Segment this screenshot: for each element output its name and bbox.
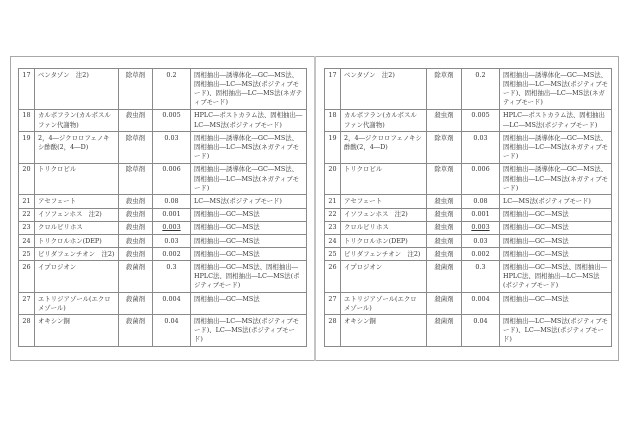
pesticide-category-text: 殺菌剤 xyxy=(125,316,146,325)
table-row xyxy=(19,195,307,208)
pesticide-category xyxy=(119,315,153,347)
analysis-method-text: 固相抽出―GC―MS法 xyxy=(194,249,260,258)
analysis-method xyxy=(500,261,612,293)
pesticide-name xyxy=(35,293,119,315)
pesticide-name-text: カルボフラン(カルボスルファン代謝物) xyxy=(38,111,111,129)
pesticide-name xyxy=(341,221,427,234)
row-number xyxy=(325,109,341,131)
pesticide-name xyxy=(341,293,427,315)
pesticide-name-text: オキシン銅 xyxy=(38,316,70,325)
target-value xyxy=(153,163,191,195)
pesticide-category xyxy=(427,132,462,164)
target-value xyxy=(153,221,191,234)
analysis-method-text: 固相抽出―LC―MS法(ポジティブモード)、LC―MS法(ポジティブモード) xyxy=(503,316,608,344)
analysis-method xyxy=(500,248,612,261)
analysis-method xyxy=(191,208,307,221)
target-value xyxy=(462,293,500,315)
analysis-method xyxy=(500,293,612,315)
target-value xyxy=(462,69,500,110)
analysis-method xyxy=(500,163,612,195)
pesticide-name-text: イソフェンホス 注2) xyxy=(344,210,408,219)
pesticide-category-text: 殺菌剤 xyxy=(434,262,454,271)
row-number-text: 21 xyxy=(328,196,337,205)
row-number xyxy=(325,315,341,347)
row-number xyxy=(325,163,341,195)
target-value-text: 0.004 xyxy=(162,294,181,303)
pesticide-name xyxy=(341,261,427,293)
pesticide-category xyxy=(427,221,462,234)
analysis-method-text: 固相抽出―LC―MS法(ポジティブモード)、LC―MS法(ポジティブモード) xyxy=(194,316,299,344)
row-number xyxy=(19,195,35,208)
analysis-method-text: 固相抽出―GC―MS法、固相抽出―HPLC法、固相抽出―LC―MS法(ポジティブモード) xyxy=(194,262,300,290)
pesticide-name-text: イソフェンホス 注2) xyxy=(38,210,102,219)
pesticide-category xyxy=(427,293,462,315)
target-value xyxy=(153,69,191,110)
pesticide-category-text: 除草剤 xyxy=(125,70,146,79)
table-row xyxy=(19,208,307,221)
pesticide-category xyxy=(119,163,153,195)
analysis-method xyxy=(191,248,307,261)
table-row xyxy=(325,69,612,110)
pesticide-name-text: ベンタゾン 注2) xyxy=(38,70,89,79)
analysis-method xyxy=(191,221,307,234)
table-row xyxy=(325,248,612,261)
row-number xyxy=(325,208,341,221)
table-row xyxy=(325,163,612,195)
row-number-text: 23 xyxy=(328,223,337,232)
pesticide-category xyxy=(427,69,462,110)
analysis-method-text: 固相抽出―GC―MS法 xyxy=(194,294,260,303)
table-row xyxy=(19,109,307,131)
pesticide-category xyxy=(427,248,462,261)
row-number-text: 19 xyxy=(328,133,337,142)
pesticide-name-text: アセフェート xyxy=(38,196,76,205)
table-row xyxy=(325,261,612,293)
analysis-method xyxy=(191,293,307,315)
pesticide-name xyxy=(35,163,119,195)
pesticide-name xyxy=(341,208,427,221)
pesticide-name-text: オキシン銅 xyxy=(344,316,376,325)
pesticide-name xyxy=(35,248,119,261)
analysis-method xyxy=(191,69,307,110)
pesticide-category xyxy=(119,221,153,234)
analysis-method xyxy=(191,163,307,195)
pesticide-name xyxy=(35,235,119,248)
target-value-text: 0.006 xyxy=(471,165,490,174)
row-number-text: 24 xyxy=(328,236,337,245)
analysis-method xyxy=(191,109,307,131)
target-value-text: 0.005 xyxy=(471,111,490,120)
target-value xyxy=(462,261,500,293)
pesticide-name xyxy=(341,195,427,208)
row-number-text: 26 xyxy=(328,262,337,271)
pesticide-category xyxy=(427,109,462,131)
pesticide-name-text: 2，4―ジクロロフェノキシ酢酸(2，4―D) xyxy=(38,133,110,151)
row-number xyxy=(325,69,341,110)
target-value xyxy=(153,109,191,131)
pesticide-category xyxy=(119,261,153,293)
pesticide-category-text: 殺虫剤 xyxy=(125,210,146,219)
pesticide-category-text: 除草剤 xyxy=(125,133,146,142)
pesticide-name-text: トリクロピル xyxy=(38,165,77,174)
row-number-text: 22 xyxy=(22,210,31,219)
row-number xyxy=(325,248,341,261)
analysis-method xyxy=(191,261,307,293)
target-value-text: 0.04 xyxy=(164,316,179,325)
row-number xyxy=(19,109,35,131)
pesticide-name xyxy=(35,69,119,110)
table-row xyxy=(19,132,307,164)
target-value-text: 0.001 xyxy=(471,210,490,219)
table-row xyxy=(19,315,307,347)
pesticide-name xyxy=(35,221,119,234)
analysis-method xyxy=(191,132,307,164)
pesticide-category xyxy=(119,109,153,131)
table-row xyxy=(19,221,307,234)
row-number-text: 19 xyxy=(22,133,31,142)
target-value-text: 0.005 xyxy=(162,111,181,120)
target-value-text: 0.2 xyxy=(166,70,177,79)
row-number xyxy=(325,235,341,248)
target-value-text: 0.003 xyxy=(162,223,181,232)
pesticide-category xyxy=(119,235,153,248)
row-number xyxy=(19,248,35,261)
analysis-method-text: 固相抽出―GC―MS法 xyxy=(503,236,569,245)
pesticide-name-text: イプロジオン xyxy=(344,262,383,271)
analysis-method-text: 固相抽出―GC―MS法、固相抽出―HPLC法、固相抽出―LC―MS法(ポジティブモード) xyxy=(503,262,607,290)
row-number-text: 23 xyxy=(22,223,31,232)
pesticide-name xyxy=(35,195,119,208)
table-row xyxy=(325,208,612,221)
row-number xyxy=(19,132,35,164)
row-number-text: 28 xyxy=(328,316,337,325)
table-row xyxy=(325,315,612,347)
pesticide-name-text: アセフェート xyxy=(344,196,382,205)
target-value xyxy=(153,293,191,315)
target-value xyxy=(462,132,500,164)
pesticide-name xyxy=(35,261,119,293)
page-divider xyxy=(314,56,316,361)
analysis-method xyxy=(191,195,307,208)
pesticide-category-text: 殺虫剤 xyxy=(125,249,146,258)
row-number xyxy=(19,315,35,347)
pesticide-category-text: 殺虫剤 xyxy=(125,236,146,245)
row-number-text: 17 xyxy=(22,70,31,79)
pesticide-category-text: 殺菌剤 xyxy=(434,294,454,303)
table-row xyxy=(19,163,307,195)
target-value-text: 0.03 xyxy=(164,236,179,245)
target-value xyxy=(153,235,191,248)
analysis-method-text: HPLC―ポストカラム法、固相抽出―LC―MS法(ポジティブモード) xyxy=(194,111,303,129)
table-row xyxy=(325,132,612,164)
target-value-text: 0.03 xyxy=(473,236,488,245)
pesticide-category xyxy=(119,208,153,221)
pesticide-name xyxy=(35,109,119,131)
row-number-text: 24 xyxy=(22,236,31,245)
pesticide-category xyxy=(427,163,462,195)
analysis-method xyxy=(191,235,307,248)
pesticide-category-text: 除草剤 xyxy=(434,165,454,174)
row-number xyxy=(19,261,35,293)
row-number xyxy=(19,163,35,195)
analysis-method xyxy=(500,315,612,347)
pesticide-category-text: 殺虫剤 xyxy=(434,249,454,258)
pesticide-name-text: イプロジオン xyxy=(38,262,77,271)
pesticide-name xyxy=(341,235,427,248)
target-value-text: 0.003 xyxy=(471,223,490,232)
analysis-method xyxy=(500,221,612,234)
pesticide-category xyxy=(427,235,462,248)
row-number-text: 26 xyxy=(22,262,31,271)
row-number-text: 27 xyxy=(22,294,31,303)
pesticide-category xyxy=(119,132,153,164)
target-value-text: 0.004 xyxy=(471,294,490,303)
analysis-method-text: 固相抽出―GC―MS法 xyxy=(503,249,569,258)
pesticide-name xyxy=(35,132,119,164)
pesticide-name-text: エトリジアゾール(エクロメゾール) xyxy=(344,294,417,312)
pesticide-name-text: 2，4―ジクロロフェノキシ酢酸(2，4―D) xyxy=(344,133,422,151)
analysis-method-text: 固相抽出―誘導体化―GC―MS法、固相抽出―LC―MS法(ポジティブモード)、固相抽出―LC―MS法(ネガティブモード) xyxy=(194,70,303,107)
analysis-method-text: 固相抽出―GC―MS法 xyxy=(503,294,569,303)
row-number xyxy=(19,235,35,248)
target-value-text: 0.002 xyxy=(471,249,490,258)
target-value xyxy=(153,132,191,164)
row-number-text: 22 xyxy=(328,210,337,219)
analysis-method xyxy=(191,315,307,347)
analysis-method xyxy=(500,132,612,164)
pesticide-name-text: ピリダフェンチオン 注2) xyxy=(38,249,115,258)
table-row xyxy=(325,109,612,131)
table-row xyxy=(19,261,307,293)
pesticide-category xyxy=(119,293,153,315)
analysis-method-text: LC―MS法(ポジティブモード) xyxy=(503,196,591,205)
analysis-method xyxy=(500,235,612,248)
analysis-method-text: 固相抽出―GC―MS法 xyxy=(503,223,569,232)
pesticide-category-text: 殺虫剤 xyxy=(434,111,454,120)
pesticide-category xyxy=(427,195,462,208)
table-row xyxy=(325,235,612,248)
pesticide-name xyxy=(341,315,427,347)
analysis-method-text: 固相抽出―誘導体化―GC―MS法、固相抽出―LC―MS法(ネガティブモード) xyxy=(503,133,608,161)
pesticide-name-text: ベンタゾン 注2) xyxy=(344,70,395,79)
pesticide-name-text: カルボフラン(カルボスルファン代謝物) xyxy=(344,111,417,129)
row-number-text: 18 xyxy=(22,111,31,120)
target-value xyxy=(462,195,500,208)
pesticide-category-text: 除草剤 xyxy=(434,70,454,79)
table-row xyxy=(19,69,307,110)
target-value xyxy=(462,235,500,248)
pesticide-category-text: 殺菌剤 xyxy=(434,316,454,325)
target-value-text: 0.08 xyxy=(164,196,179,205)
analysis-method-text: 固相抽出―誘導体化―GC―MS法、固相抽出―LC―MS法(ポジティブモード)、固相抽出―LC―MS法(ネガティブモード) xyxy=(503,70,608,107)
pesticide-name xyxy=(341,69,427,110)
table-row xyxy=(19,293,307,315)
pesticide-category xyxy=(427,261,462,293)
analysis-method-text: 固相抽出―誘導体化―GC―MS法、固相抽出―LC―MS法(ネガティブモード) xyxy=(194,165,299,192)
analysis-method-text: 固相抽出―誘導体化―GC―MS法、固相抽出―LC―MS法(ネガティブモード) xyxy=(503,165,608,192)
row-number-text: 21 xyxy=(22,196,31,205)
pesticide-category xyxy=(427,208,462,221)
target-value xyxy=(462,109,500,131)
pesticide-category-text: 殺菌剤 xyxy=(125,294,146,303)
target-value-text: 0.2 xyxy=(475,70,486,79)
pesticide-name xyxy=(341,109,427,131)
row-number-text: 20 xyxy=(22,165,31,174)
analysis-method-text: 固相抽出―GC―MS法 xyxy=(194,236,260,245)
pesticide-name-text: エトリジアゾール(エクロメゾール) xyxy=(38,294,111,312)
pesticide-name-text: ピリダフェンチオン 注2) xyxy=(344,249,421,258)
row-number-text: 27 xyxy=(328,294,337,303)
analysis-method-text: 固相抽出―GC―MS法 xyxy=(194,210,260,219)
pesticide-name xyxy=(341,163,427,195)
target-value xyxy=(153,195,191,208)
analysis-method xyxy=(500,195,612,208)
pesticide-category-text: 殺虫剤 xyxy=(125,111,146,120)
target-value xyxy=(153,315,191,347)
pesticide-category-text: 殺虫剤 xyxy=(434,196,454,205)
row-number xyxy=(325,293,341,315)
target-value xyxy=(462,163,500,195)
row-number xyxy=(19,208,35,221)
pesticide-category xyxy=(119,248,153,261)
analysis-method xyxy=(500,208,612,221)
pesticide-name xyxy=(341,132,427,164)
pesticide-category-text: 殺虫剤 xyxy=(434,223,454,232)
row-number-text: 28 xyxy=(22,316,31,325)
target-value xyxy=(153,261,191,293)
table-row xyxy=(325,195,612,208)
analysis-method-text: 固相抽出―GC―MS法 xyxy=(194,223,260,232)
pesticide-name-text: クロルピリホス xyxy=(38,223,83,232)
pesticide-category-text: 殺虫剤 xyxy=(125,223,146,232)
target-value-text: 0.08 xyxy=(473,196,488,205)
pesticide-category-text: 殺虫剤 xyxy=(434,236,454,245)
analysis-method xyxy=(500,109,612,131)
target-value-text: 0.001 xyxy=(162,210,181,219)
pesticide-name xyxy=(35,315,119,347)
target-value xyxy=(462,315,500,347)
pesticide-category-text: 殺虫剤 xyxy=(125,196,146,205)
pesticide-category xyxy=(119,195,153,208)
target-value-text: 0.03 xyxy=(473,133,488,142)
target-value-text: 0.3 xyxy=(475,262,486,271)
target-value xyxy=(462,208,500,221)
analysis-method-text: HPLC―ポストカラム法、固相抽出―LC―MS法(ポジティブモード) xyxy=(503,111,605,129)
table-row xyxy=(325,293,612,315)
target-value xyxy=(462,248,500,261)
pesticide-name-text: トリクロピル xyxy=(344,165,383,174)
row-number xyxy=(19,221,35,234)
row-number-text: 20 xyxy=(328,165,337,174)
row-number xyxy=(325,195,341,208)
row-number-text: 25 xyxy=(22,249,31,258)
row-number xyxy=(325,132,341,164)
row-number-text: 17 xyxy=(328,70,337,79)
row-number-text: 25 xyxy=(328,249,337,258)
pesticide-name xyxy=(35,208,119,221)
pesticide-name-text: クロルピリホス xyxy=(344,223,389,232)
table-row xyxy=(19,248,307,261)
row-number xyxy=(19,293,35,315)
pesticide-name-text: トリクロルホン(DEP) xyxy=(344,236,408,245)
pesticide-category-text: 殺菌剤 xyxy=(125,262,146,271)
table-row xyxy=(325,221,612,234)
target-value xyxy=(462,221,500,234)
pesticide-category xyxy=(119,69,153,110)
row-number xyxy=(325,221,341,234)
target-value-text: 0.002 xyxy=(162,249,181,258)
target-value xyxy=(153,208,191,221)
analysis-method xyxy=(500,69,612,110)
analysis-method-text: LC―MS法(ポジティブモード) xyxy=(194,196,282,205)
row-number-text: 18 xyxy=(328,111,337,120)
target-value-text: 0.3 xyxy=(166,262,177,271)
target-value-text: 0.04 xyxy=(473,316,488,325)
pesticide-table-right xyxy=(324,68,612,347)
row-number xyxy=(19,69,35,110)
table-row xyxy=(19,235,307,248)
target-value xyxy=(153,248,191,261)
target-value-text: 0.03 xyxy=(164,133,179,142)
pesticide-category-text: 除草剤 xyxy=(434,133,454,142)
analysis-method-text: 固相抽出―誘導体化―GC―MS法、固相抽出―LC―MS法(ネガティブモード) xyxy=(194,133,299,161)
analysis-method-text: 固相抽出―GC―MS法 xyxy=(503,210,569,219)
pesticide-category xyxy=(427,315,462,347)
pesticide-name xyxy=(341,248,427,261)
row-number xyxy=(325,261,341,293)
target-value-text: 0.006 xyxy=(162,165,181,174)
pesticide-category-text: 殺虫剤 xyxy=(434,210,454,219)
pesticide-table-left xyxy=(18,68,307,347)
pesticide-category-text: 除草剤 xyxy=(125,165,146,174)
pesticide-name-text: トリクロルホン(DEP) xyxy=(38,236,102,245)
